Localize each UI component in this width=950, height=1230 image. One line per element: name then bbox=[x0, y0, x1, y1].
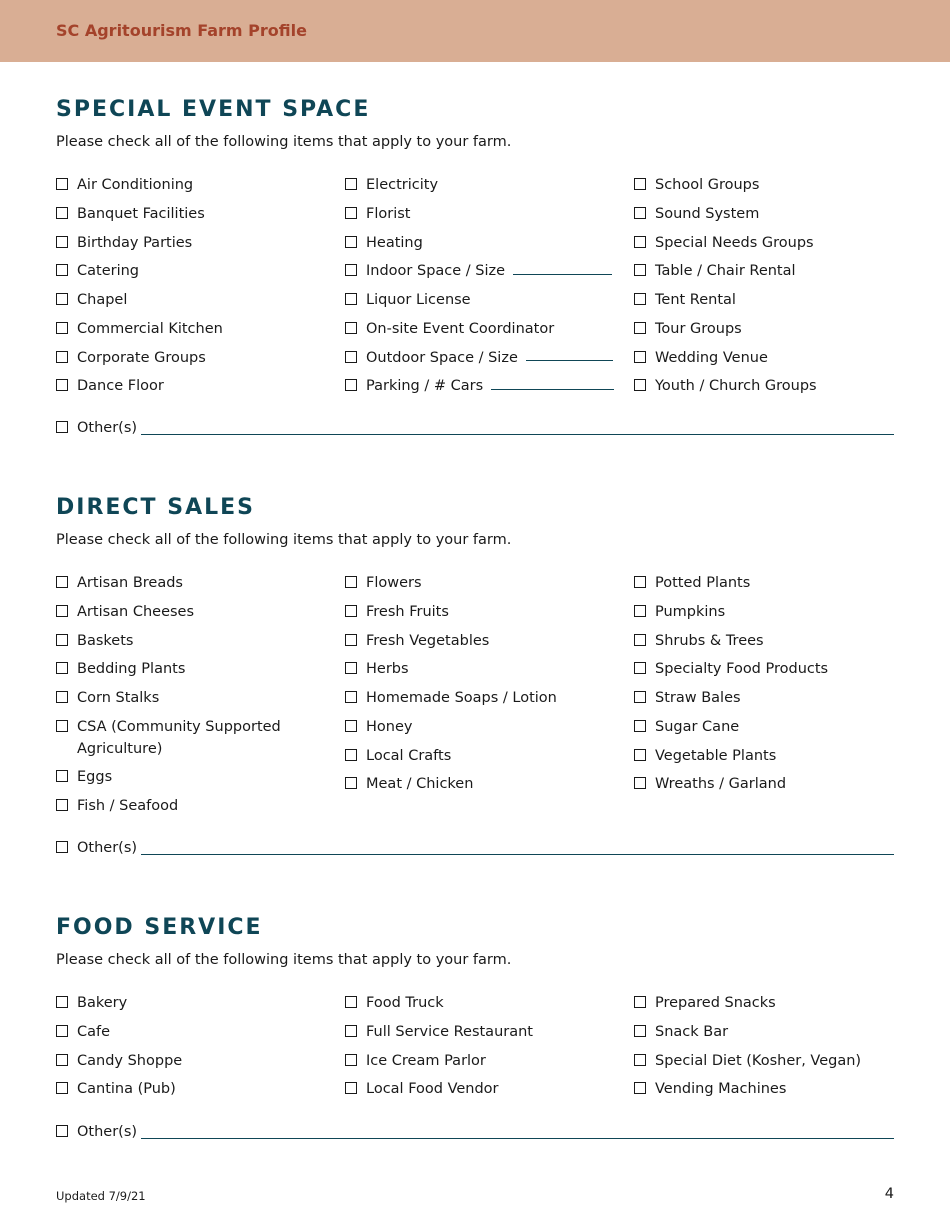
checkbox-item[interactable] bbox=[345, 233, 615, 255]
checkbox[interactable] bbox=[345, 996, 357, 1008]
checkbox[interactable] bbox=[345, 379, 357, 391]
checkbox[interactable] bbox=[634, 351, 646, 363]
checkbox-label: Homemade Soaps / Lotion bbox=[366, 690, 557, 707]
section-title: SPECIAL EVENT SPACE bbox=[56, 97, 371, 122]
checkbox[interactable] bbox=[345, 605, 357, 617]
checkbox[interactable] bbox=[56, 996, 68, 1008]
checkbox-label: Special Needs Groups bbox=[655, 234, 814, 251]
header-bar bbox=[0, 0, 950, 62]
checkbox-label: Florist bbox=[366, 205, 411, 222]
checkbox-label: Youth / Church Groups bbox=[655, 378, 817, 395]
section-description: Please check all of the following items that apply to your farm. bbox=[56, 532, 512, 548]
other-label: Other(s) bbox=[77, 840, 138, 856]
checkbox-item[interactable] bbox=[634, 993, 904, 1015]
parking-cars-input-line[interactable] bbox=[491, 389, 614, 390]
section-title: FOOD SERVICE bbox=[56, 915, 263, 940]
checkbox-item[interactable] bbox=[345, 1079, 615, 1101]
checkbox[interactable] bbox=[56, 1125, 68, 1137]
checkbox-label: Honey bbox=[366, 718, 413, 735]
checkbox[interactable] bbox=[56, 770, 68, 782]
footer-updated-date: Updated 7/9/21 bbox=[56, 1189, 146, 1203]
indoor-size-input-line[interactable] bbox=[513, 274, 612, 275]
checkbox[interactable] bbox=[345, 749, 357, 761]
checkbox-label: Sound System bbox=[655, 205, 760, 222]
section-direct-sales bbox=[56, 495, 896, 865]
checkbox-label: Electricity bbox=[366, 177, 439, 193]
checkbox-item[interactable] bbox=[345, 290, 615, 312]
checklist-column bbox=[56, 993, 326, 1108]
checkbox[interactable] bbox=[345, 178, 357, 190]
checkbox-label: Dance Floor bbox=[77, 378, 164, 395]
checkbox-item[interactable] bbox=[345, 261, 615, 283]
checkbox-label: Shrubs & Trees bbox=[655, 632, 764, 649]
checkbox-label: Tour Groups bbox=[655, 320, 742, 337]
checkbox[interactable] bbox=[634, 178, 646, 190]
checkbox[interactable] bbox=[634, 1054, 646, 1066]
checkbox-label: Local Food Vendor bbox=[366, 1081, 499, 1098]
checkbox[interactable] bbox=[56, 576, 68, 588]
checkbox[interactable] bbox=[345, 1082, 357, 1094]
section-description: Please check all of the following items that apply to your farm. bbox=[56, 952, 512, 968]
checkbox-item[interactable] bbox=[56, 290, 326, 312]
checkbox-item[interactable] bbox=[634, 348, 904, 370]
checklist-column bbox=[56, 573, 326, 825]
checkbox[interactable] bbox=[56, 293, 68, 305]
checkbox-label: School Groups bbox=[655, 177, 760, 193]
checkbox-label: Meat / Chicken bbox=[366, 776, 474, 793]
checklist-column bbox=[345, 573, 615, 803]
checkbox-item[interactable] bbox=[634, 175, 904, 197]
checkbox-label: On-site Event Coordinator bbox=[366, 320, 555, 337]
checkbox-label: Prepared Snacks bbox=[655, 995, 776, 1011]
checkbox[interactable] bbox=[345, 322, 357, 334]
checkbox-label: Indoor Space / Size bbox=[366, 263, 506, 280]
checkbox[interactable] bbox=[56, 841, 68, 853]
checkbox-label: Baskets bbox=[77, 632, 134, 649]
checkbox-label: Sugar Cane bbox=[655, 718, 740, 735]
checkbox-item[interactable] bbox=[345, 1051, 615, 1073]
checkbox-item[interactable] bbox=[634, 631, 904, 653]
checkbox-item[interactable] bbox=[345, 717, 615, 739]
checkbox-label: Fresh Vegetables bbox=[366, 632, 490, 649]
checklist-column bbox=[634, 573, 904, 803]
checkbox-item[interactable] bbox=[345, 774, 615, 796]
checkbox-label: Heating bbox=[366, 234, 423, 251]
checkbox-label: Chapel bbox=[77, 292, 128, 309]
checkbox-item[interactable] bbox=[56, 175, 326, 197]
checkbox-label: Air Conditioning bbox=[77, 177, 194, 193]
checkbox-item[interactable] bbox=[56, 1079, 326, 1101]
checkbox-item[interactable] bbox=[634, 290, 904, 312]
checkbox[interactable] bbox=[634, 749, 646, 761]
checkbox-item[interactable] bbox=[345, 573, 615, 595]
other-input-line[interactable] bbox=[141, 1138, 894, 1139]
checkbox-item[interactable] bbox=[56, 261, 326, 283]
checkbox-label: Snack Bar bbox=[655, 1023, 729, 1040]
checkbox-label: Corporate Groups bbox=[77, 349, 206, 366]
checkbox[interactable] bbox=[345, 1054, 357, 1066]
checkbox-item[interactable] bbox=[56, 717, 307, 760]
checkbox[interactable] bbox=[634, 576, 646, 588]
checkbox[interactable] bbox=[345, 576, 357, 588]
checkbox[interactable] bbox=[634, 720, 646, 732]
checkbox-item[interactable] bbox=[56, 602, 326, 624]
checkbox-item[interactable] bbox=[56, 573, 326, 595]
checkbox-item[interactable] bbox=[634, 1051, 904, 1073]
section-description: Please check all of the following items that apply to your farm. bbox=[56, 134, 512, 150]
checkbox[interactable] bbox=[56, 178, 68, 190]
checkbox-item[interactable] bbox=[634, 319, 904, 341]
checkbox[interactable] bbox=[345, 293, 357, 305]
checkbox[interactable] bbox=[56, 691, 68, 703]
checkbox[interactable] bbox=[56, 1054, 68, 1066]
checkbox-label: Commercial Kitchen bbox=[77, 320, 223, 337]
checkbox-label: Cantina (Pub) bbox=[77, 1081, 176, 1098]
checkbox[interactable] bbox=[634, 777, 646, 789]
checkbox-item[interactable] bbox=[345, 1022, 615, 1044]
checkbox[interactable] bbox=[56, 1025, 68, 1037]
section-title: DIRECT SALES bbox=[56, 495, 255, 520]
checkbox[interactable] bbox=[56, 379, 68, 391]
checkbox-label: Bakery bbox=[77, 995, 128, 1011]
checkbox-label: Birthday Parties bbox=[77, 234, 193, 251]
checkbox[interactable] bbox=[56, 1082, 68, 1094]
checkbox-label: Parking / # Cars bbox=[366, 378, 484, 395]
checkbox-label: Wedding Venue bbox=[655, 349, 768, 366]
checkbox-label: Artisan Cheeses bbox=[77, 603, 195, 620]
checkbox-item[interactable] bbox=[56, 376, 326, 398]
checkbox-item[interactable] bbox=[634, 688, 904, 710]
checkbox-label: Flowers bbox=[366, 575, 422, 591]
checkbox-item[interactable] bbox=[634, 659, 904, 681]
checkbox[interactable] bbox=[345, 634, 357, 646]
checkbox-item[interactable] bbox=[634, 376, 904, 398]
checkbox-item[interactable] bbox=[345, 204, 615, 226]
checkbox-label: Vegetable Plants bbox=[655, 747, 777, 764]
checkbox[interactable] bbox=[345, 662, 357, 674]
checkbox-item[interactable] bbox=[56, 631, 326, 653]
checkbox-label: Full Service Restaurant bbox=[366, 1023, 533, 1040]
checkbox[interactable] bbox=[345, 351, 357, 363]
checkbox-item[interactable] bbox=[634, 717, 904, 739]
checkbox[interactable] bbox=[345, 1025, 357, 1037]
checkbox-item[interactable] bbox=[345, 348, 615, 370]
checkbox[interactable] bbox=[345, 691, 357, 703]
checkbox-item[interactable] bbox=[634, 1079, 904, 1101]
checkbox-label: CSA (Community Supported Agriculture) bbox=[77, 718, 281, 757]
checkbox[interactable] bbox=[56, 351, 68, 363]
checkbox[interactable] bbox=[56, 605, 68, 617]
checkbox-item[interactable] bbox=[634, 774, 904, 796]
checkbox-label: Vending Machines bbox=[655, 1081, 787, 1098]
page-number: 4 bbox=[884, 1186, 894, 1202]
checkbox-label: Specialty Food Products bbox=[655, 661, 829, 678]
checkbox-label: Special Diet (Kosher, Vegan) bbox=[655, 1052, 862, 1069]
checkbox-item[interactable] bbox=[56, 348, 326, 370]
checkbox-item[interactable] bbox=[634, 1022, 904, 1044]
outdoor-size-input-line[interactable] bbox=[526, 360, 613, 361]
checkbox-label: Tent Rental bbox=[655, 292, 736, 309]
checkbox-item[interactable] bbox=[634, 261, 904, 283]
checkbox-label: Potted Plants bbox=[655, 575, 751, 591]
checkbox-item[interactable] bbox=[56, 796, 326, 818]
checkbox-item[interactable] bbox=[345, 659, 615, 681]
checkbox-item[interactable] bbox=[345, 993, 615, 1015]
checkbox[interactable] bbox=[56, 264, 68, 276]
checkbox-label: Fresh Fruits bbox=[366, 603, 449, 620]
checkbox-label: Local Crafts bbox=[366, 747, 452, 764]
checkbox-item[interactable] bbox=[56, 1022, 326, 1044]
checkbox[interactable] bbox=[345, 777, 357, 789]
checkbox[interactable] bbox=[634, 1025, 646, 1037]
other-field[interactable] bbox=[56, 418, 896, 440]
checkbox[interactable] bbox=[634, 379, 646, 391]
other-label: Other(s) bbox=[77, 420, 138, 436]
checkbox-item[interactable] bbox=[345, 746, 615, 768]
other-field[interactable] bbox=[56, 838, 896, 860]
checkbox[interactable] bbox=[634, 662, 646, 674]
other-input-line[interactable] bbox=[141, 854, 894, 855]
checkbox-label: Pumpkins bbox=[655, 603, 726, 620]
checkbox-label: Fish / Seafood bbox=[77, 798, 179, 815]
checkbox-item[interactable] bbox=[345, 376, 615, 398]
checkbox-label: Outdoor Space / Size bbox=[366, 349, 518, 366]
checkbox[interactable] bbox=[634, 207, 646, 219]
checkbox-item[interactable] bbox=[634, 602, 904, 624]
other-field[interactable] bbox=[56, 1122, 896, 1144]
checkbox-item[interactable] bbox=[56, 1051, 326, 1073]
checkbox-item[interactable] bbox=[345, 319, 615, 341]
checkbox[interactable] bbox=[345, 207, 357, 219]
checkbox-label: Ice Cream Parlor bbox=[366, 1052, 486, 1069]
header-title: SC Agritourism Farm Profile bbox=[56, 21, 307, 40]
checkbox-item[interactable] bbox=[345, 602, 615, 624]
other-label: Other(s) bbox=[77, 1124, 138, 1140]
checkbox-item[interactable] bbox=[634, 746, 904, 768]
checkbox-item[interactable] bbox=[634, 573, 904, 595]
checkbox[interactable] bbox=[56, 799, 68, 811]
checkbox-label: Food Truck bbox=[366, 995, 444, 1011]
checklist-column bbox=[56, 175, 326, 405]
checkbox[interactable] bbox=[56, 421, 68, 433]
checkbox[interactable] bbox=[634, 691, 646, 703]
checkbox[interactable] bbox=[56, 322, 68, 334]
checkbox[interactable] bbox=[345, 720, 357, 732]
checkbox-item[interactable] bbox=[345, 631, 615, 653]
checklist-column bbox=[634, 993, 904, 1108]
checkbox-item[interactable] bbox=[56, 319, 326, 341]
checkbox[interactable] bbox=[56, 236, 68, 248]
checkbox-item[interactable] bbox=[345, 175, 615, 197]
checklist-column bbox=[345, 175, 615, 405]
checkbox-label: Artisan Breads bbox=[77, 575, 183, 591]
checkbox-item[interactable] bbox=[56, 204, 326, 226]
checkbox[interactable] bbox=[634, 322, 646, 334]
checkbox-item[interactable] bbox=[634, 233, 904, 255]
checkbox[interactable] bbox=[56, 662, 68, 674]
checkbox-item[interactable] bbox=[56, 993, 326, 1015]
checkbox-label: Catering bbox=[77, 263, 140, 280]
checkbox-item[interactable] bbox=[56, 688, 326, 710]
checkbox[interactable] bbox=[634, 236, 646, 248]
checkbox[interactable] bbox=[56, 634, 68, 646]
checkbox[interactable] bbox=[634, 1082, 646, 1094]
checkbox-item[interactable] bbox=[56, 233, 326, 255]
checkbox[interactable] bbox=[634, 996, 646, 1008]
checkbox[interactable] bbox=[634, 605, 646, 617]
checkbox[interactable] bbox=[634, 293, 646, 305]
checkbox[interactable] bbox=[345, 236, 357, 248]
checkbox-label: Corn Stalks bbox=[77, 690, 160, 707]
checkbox-item[interactable] bbox=[56, 659, 326, 681]
checkbox-label: Eggs bbox=[77, 769, 113, 786]
checkbox-label: Cafe bbox=[77, 1023, 111, 1040]
checkbox-label: Wreaths / Garland bbox=[655, 776, 787, 793]
checkbox[interactable] bbox=[345, 264, 357, 276]
checkbox-label: Straw Bales bbox=[655, 690, 741, 707]
checkbox-label: Table / Chair Rental bbox=[655, 263, 796, 280]
checkbox-label: Candy Shoppe bbox=[77, 1052, 183, 1069]
checkbox-item[interactable] bbox=[634, 204, 904, 226]
checkbox[interactable] bbox=[56, 720, 68, 732]
checklist-column bbox=[345, 993, 615, 1108]
other-input-line[interactable] bbox=[141, 434, 894, 435]
checkbox-label: Herbs bbox=[366, 661, 409, 678]
checkbox[interactable] bbox=[56, 207, 68, 219]
checkbox[interactable] bbox=[634, 634, 646, 646]
checkbox-label: Bedding Plants bbox=[77, 661, 186, 678]
checklist-column bbox=[634, 175, 904, 405]
checkbox-item[interactable] bbox=[56, 767, 326, 789]
checkbox-item[interactable] bbox=[345, 688, 615, 710]
checkbox[interactable] bbox=[634, 264, 646, 276]
section-special-event-space bbox=[56, 97, 896, 442]
checkbox-label: Banquet Facilities bbox=[77, 205, 205, 222]
section-food-service bbox=[56, 915, 896, 1145]
checkbox-label: Liquor License bbox=[366, 292, 471, 309]
